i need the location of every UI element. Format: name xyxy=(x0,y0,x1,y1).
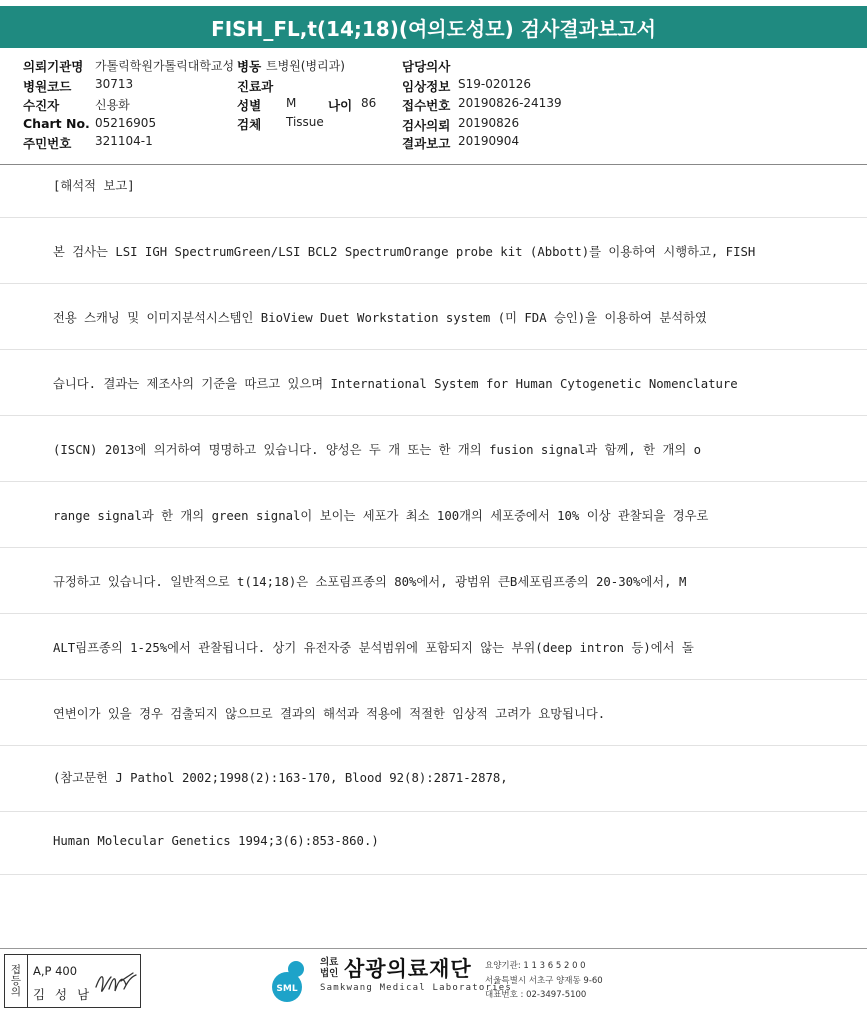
report-line: 규정하고 있습니다. 일반적으로 t(14;18)은 소포림프종의 80%에서, 광범위 큰B세포림프종의 20-30%에서, M xyxy=(0,548,867,614)
report-line: range signal과 한 개의 green signal이 보이는 세포가 최소 100개의 세포중에서 10% 이상 관찰되을 경우로 xyxy=(0,482,867,548)
logo-abbr: SML xyxy=(276,984,298,994)
rrn-label: 주민번호 xyxy=(23,136,72,151)
signature-image xyxy=(93,967,139,1001)
sign-ap-number: A,P 400 xyxy=(33,964,78,978)
age-label: 나이 xyxy=(328,98,353,113)
hospital-code-value: 30713 xyxy=(95,77,134,91)
report-title: FISH_FL,t(14;18)(여의도성모) 검사결과보고서 xyxy=(0,6,867,48)
accession-value: 20190826-24139 xyxy=(458,96,562,110)
ward-value: 트병원(병리과) xyxy=(266,59,345,73)
report-line: [해석적 보고] xyxy=(0,164,867,218)
footer-divider xyxy=(0,948,867,949)
hospital-code-label: 병원코드 xyxy=(23,79,72,94)
clinical-label: 임상정보 xyxy=(402,79,451,94)
corp-type: 의료 법인 xyxy=(320,957,339,979)
ward-label: 병동 xyxy=(237,59,262,74)
patient-value: 신용화 xyxy=(95,98,130,112)
chart-no-value: 05216905 xyxy=(95,116,157,130)
sex-label: 성별 xyxy=(237,98,262,113)
report-line: 습니다. 결과는 제조사의 기준을 따르고 있으며 International System for Human Cytogenetic Nomenclature xyxy=(0,350,867,416)
company-name-en: Samkwang Medical Laboratories xyxy=(320,983,512,993)
company-address: 서울특별시 서초구 양재동 9-60 xyxy=(485,976,603,986)
report-line: 연변이가 있을 경우 검출되지 않으므로 결과의 해석과 적용에 적절한 임상적 고려가 요망됩니다. xyxy=(0,680,867,746)
dept-label: 진료과 xyxy=(237,79,274,94)
age-value: 86 xyxy=(361,96,377,110)
report-line: Human Molecular Genetics 1994;3(6):853-860.) xyxy=(0,812,867,875)
report-line: (참고문헌 J Pathol 2002;1998(2):163-170, Blood 92(8):2871-2878, xyxy=(0,746,867,812)
sign-side-label: 접 등 의 xyxy=(5,955,28,1007)
patient-label: 수진자 xyxy=(23,98,60,113)
signer-name: 김 성 남 xyxy=(33,987,93,1002)
report-date-value: 20190904 xyxy=(458,134,520,148)
specimen-label: 검체 xyxy=(237,117,262,132)
report-line: (ISCN) 2013에 의거하여 명명하고 있습니다. 양성은 두 개 또는 한 개의 fusion signal과 함께, 한 개의 o xyxy=(0,416,867,482)
request-date-value: 20190826 xyxy=(458,116,520,130)
signature-box xyxy=(4,954,141,1008)
institution-code: 요양기관: 1 1 3 6 5 2 0 0 xyxy=(485,961,586,971)
report-line: ALT림프종의 1-25%에서 관찰됩니다. 상기 유전자중 분석범위에 포함되지 않는 부위(deep intron 등)에서 돌 xyxy=(0,614,867,680)
institution-label: 의뢰기관명 xyxy=(23,59,84,74)
chart-no-label: Chart No. xyxy=(23,116,90,131)
report-date-label: 결과보고 xyxy=(402,136,451,151)
sex-value: M xyxy=(286,96,297,110)
company-phone: 대표번호 : 02-3497-5100 xyxy=(485,990,587,1000)
report-line: 본 검사는 LSI IGH SpectrumGreen/LSI BCL2 SpectrumOrange probe kit (Abbott)를 이용하여 시행하고, FISH xyxy=(0,218,867,284)
header-info xyxy=(0,50,867,165)
sml-logo-icon xyxy=(268,958,314,1004)
request-date-label: 검사의뢰 xyxy=(402,118,451,133)
report-line: 전용 스캐닝 및 이미지분석시스템인 BioView Duet Workstation system (미 FDA 승인)을 이용하여 분석하였 xyxy=(0,284,867,350)
specimen-value: Tissue xyxy=(286,115,324,129)
institution-value: 가톨릭학원가톨릭대학교성 xyxy=(95,59,235,73)
doctor-label: 담당의사 xyxy=(402,59,451,74)
rrn-value: 321104-1 xyxy=(95,134,153,148)
clinical-value: S19-020126 xyxy=(458,77,532,91)
company-name: 삼광의료재단 xyxy=(344,957,472,981)
accession-label: 접수번호 xyxy=(402,98,451,113)
